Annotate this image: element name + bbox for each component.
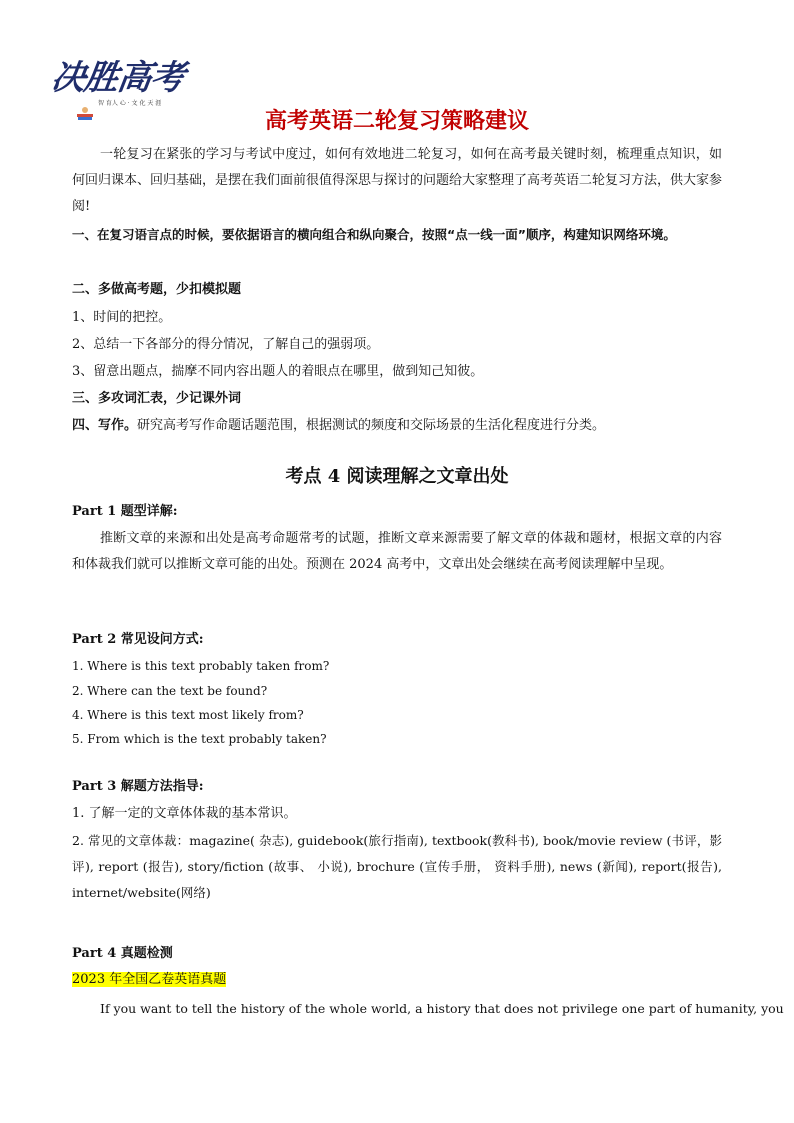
passage-start: If you want to tell the history of the whole world, a history that does not privilege one part of humanity, you — [100, 1001, 784, 1016]
exam-label — [72, 971, 226, 989]
point-2: 二、多做高考题，少扣模拟题 — [72, 282, 242, 297]
part-2-title: Part 2 常见设问方式: — [72, 632, 204, 647]
part-1-title: Part 1 题型详解: — [72, 504, 178, 519]
point-4-text: 研究高考写作命题话题范围，根据测试的频度和交际场景的生活化程度进行分类。 — [137, 418, 606, 433]
part-3-title: Part 3 解题方法指导: — [72, 779, 204, 794]
point-3: 三、多攻词汇表，少记课外词 — [72, 391, 242, 406]
logo-text: 决胜高考 — [48, 58, 187, 98]
part-3-item-1: 1. 了解一定的文章体体裁的基本常识。 — [72, 806, 297, 821]
point-1: 一、在复习语言点的时候，要依据语言的横向组合和纵向聚合，按照“点一线一面”顺序，构建知识网络环境。 — [72, 227, 676, 242]
point-4 — [72, 417, 605, 435]
point-2-item-2: 2、总结一下各部分的得分情况，了解自己的强弱项。 — [72, 337, 380, 352]
part-3-item-2: 2. 常见的文章体裁：magazine( 杂志), guidebook(旅行指南), textbook(教科书), book/movie review (书评，影评), report (报告), story/fiction (故事、 小说), brochure (宣传手册， 资料手册), news (新闻), report(报告), internet/website(网络) — [72, 833, 722, 900]
exam-label-highlight: 2023 年全国乙卷英语真题 — [72, 972, 227, 987]
question-item: 4. Where is this text most likely from? — [72, 708, 304, 722]
part-4-title: Part 4 真题检测 — [72, 946, 173, 961]
section-title: 考点 4 阅读理解之文章出处 — [285, 466, 509, 487]
part-1-text: 推断文章的来源和出处是高考命题常考的试题，推断文章来源需要了解文章的体裁和题材，根据文章的内容和体裁我们就可以推断文章可能的出处。预测在 2024 高考中，文章出处会继续在高考阅读理解中呈现。 — [72, 531, 722, 572]
logo-subtitle: 智 育人 心 · 文 化 天 涯 — [98, 100, 162, 107]
point-2-item-3: 3、留意出题点，揣摩不同内容出题人的着眼点在哪里，做到知己知彼。 — [72, 364, 484, 379]
question-item: 5. From which is the text probably taken? — [72, 732, 327, 746]
question-item: 1. Where is this text probably taken from? — [72, 659, 330, 673]
question-item: 2. Where can the text be found? — [72, 684, 268, 698]
page-title: 高考英语二轮复习策略建议 — [264, 109, 529, 134]
intro-paragraph: 一轮复习在紧张的学习与考试中度过，如何有效地进二轮复习，如何在高考最关键时刻，梳理重点知识，如何回归课本、回归基础，是摆在我们面前很值得深思与探讨的问题给大家整理了高考英语二轮复习方法，供大家参阅! — [72, 147, 723, 214]
point-4-label: 四、写作。 — [72, 418, 138, 433]
point-2-item-1: 1、时间的把控。 — [72, 310, 172, 325]
